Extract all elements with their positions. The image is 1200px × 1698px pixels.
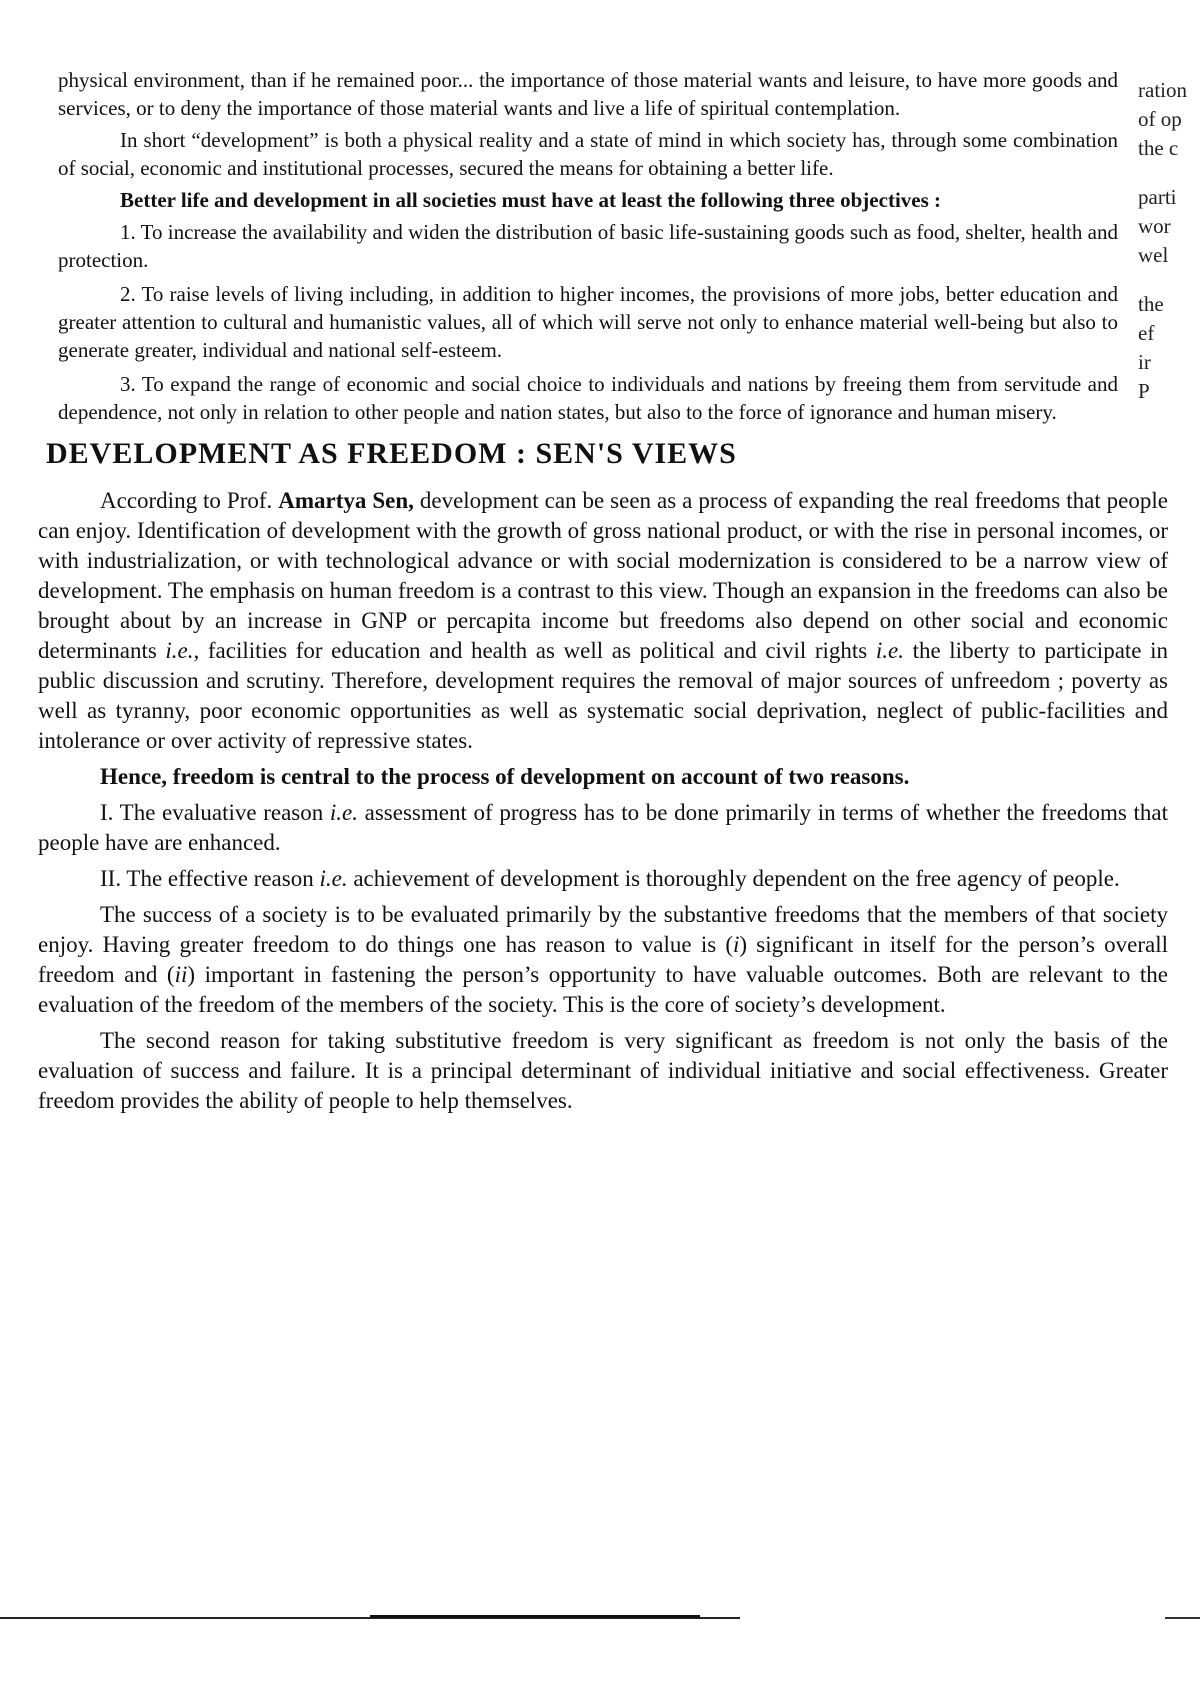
ie-abbrev: i.e. xyxy=(329,800,358,825)
top-section xyxy=(38,66,1118,426)
margin-fragment: ration xyxy=(1138,78,1187,102)
reason-1 xyxy=(38,798,1168,858)
margin-gap xyxy=(1138,270,1200,290)
roman-i: i xyxy=(733,932,740,957)
reason-1-body: assessment of progress has to be done primarily in terms of whether the freedoms that people have are enhanced. xyxy=(38,800,1168,855)
facing-page-bleed xyxy=(1138,76,1200,406)
success-paragraph-rest: ) important in fastening the person’s opportunity to have valuable outcomes. Both are relevant to the evaluation of the freedom of the members of the society. This is the core of society’s development. xyxy=(38,962,1169,1017)
reasons-intro: Hence, freedom is central to the process of development on account of two reasons. xyxy=(100,764,910,789)
section-heading: DEVELOPMENT AS FREEDOM : SEN'S VIEWS xyxy=(46,437,737,470)
reason-2 xyxy=(38,864,1168,894)
reason-2-body: achievement of development is thoroughly dependent on the free agency of people. xyxy=(347,866,1120,891)
success-paragraph-mid: ) significant in itself for the person’s overall freedom and ( xyxy=(38,932,1168,987)
roman-ii: ii xyxy=(174,962,188,987)
sen-paragraph-start: According to Prof. xyxy=(100,488,279,513)
objectives-intro: Better life and development in all societies must have at least the following three objectives : xyxy=(120,188,942,212)
reason-2-start: II. The effective reason xyxy=(100,866,320,891)
development-definition: In short “development” is both a physical reality and a state of mind in which society has, through some combination of social, economic and institutional processes, secured the means for obtaining a better life. xyxy=(58,128,1118,180)
success-paragraph xyxy=(38,900,1168,1020)
ie-abbrev: i.e. xyxy=(319,866,348,891)
margin-fragment: the c xyxy=(1138,136,1179,160)
bottom-rule-thick xyxy=(370,1615,700,1618)
continued-paragraph: physical environment, than if he remained poor... the importance of those material wants and leisure, to have more goods and services, or to deny the importance of those material wants and live a life of spiritual contemplation. xyxy=(58,68,1118,120)
margin-fragment: the xyxy=(1138,292,1164,316)
main-section xyxy=(38,486,1168,1116)
margin-fragment: P xyxy=(1138,379,1150,403)
margin-fragment: wor xyxy=(1138,214,1171,238)
bottom-rule-right xyxy=(1165,1617,1200,1619)
sen-paragraph xyxy=(38,486,1168,756)
margin-fragment: of op xyxy=(1138,107,1182,131)
success-paragraph-start: The success of a society is to be evaluated primarily by the substantive freedoms that the members of that society enjoy. Having greater freedom to do things one has reason to value is ( xyxy=(38,902,1168,957)
amartya-sen-name: Amartya Sen, xyxy=(278,488,414,513)
margin-fragment: parti xyxy=(1138,185,1177,209)
sen-paragraph-body-3: the liberty to participate in public discussion and scrutiny. Therefore, development requires the removal of major sources of unfreedom ; poverty as well as tyranny, poor economic opportunities as well as systematic social deprivation, neglect of public-facilities and intolerance or over activity of repressive states. xyxy=(38,638,1169,753)
text-column xyxy=(38,66,1168,1122)
ie-abbrev: i.e., xyxy=(165,638,200,663)
margin-fragment: ir xyxy=(1138,350,1151,374)
sen-paragraph-body: development can be seen as a process of expanding the real freedoms that people can enjoy. Identification of development with the growth of gross national product, or with the rise in personal incomes, or with industrialization, or with technological advance or with social modernization is considered to be a narrow view of development. The emphasis on human freedom is a contrast to this view. Though an expansion in the freedoms can also be brought about by an increase in GNP or percapita income but freedoms also depend on other social and economic determinants xyxy=(38,488,1168,663)
margin-fragment: wel xyxy=(1138,243,1169,267)
objective-item-2: 2. To raise levels of living including, in addition to higher incomes, the provisions of more jobs, better education and greater attention to cultural and humanistic values, all of which will serve not only to enhance material well-being but also to generate greater, individual and national self-esteem. xyxy=(58,282,1118,362)
ie-abbrev: i.e. xyxy=(875,638,904,663)
second-reason-paragraph: The second reason for taking substitutive freedom is very significant as freedom is not only the basis of the evaluation of success and failure. It is a principal determinant of individual initiative and social effectiveness. Greater freedom provides the ability of people to help themselves. xyxy=(38,1028,1168,1113)
reason-1-start: I. The evaluative reason xyxy=(100,800,330,825)
margin-gap xyxy=(1138,163,1200,183)
objective-item-1: 1. To increase the availability and widen the distribution of basic life-sustaining goods such as food, shelter, health and protection. xyxy=(58,220,1118,272)
objective-item-3: 3. To expand the range of economic and social choice to individuals and nations by freeing them from servitude and dependence, not only in relation to other people and nation states, but also to the force of ignorance and human misery. xyxy=(58,372,1118,424)
sen-paragraph-body-2: facilities for education and health as well as political and civil rights xyxy=(199,638,876,663)
margin-fragment: ef xyxy=(1138,321,1155,345)
